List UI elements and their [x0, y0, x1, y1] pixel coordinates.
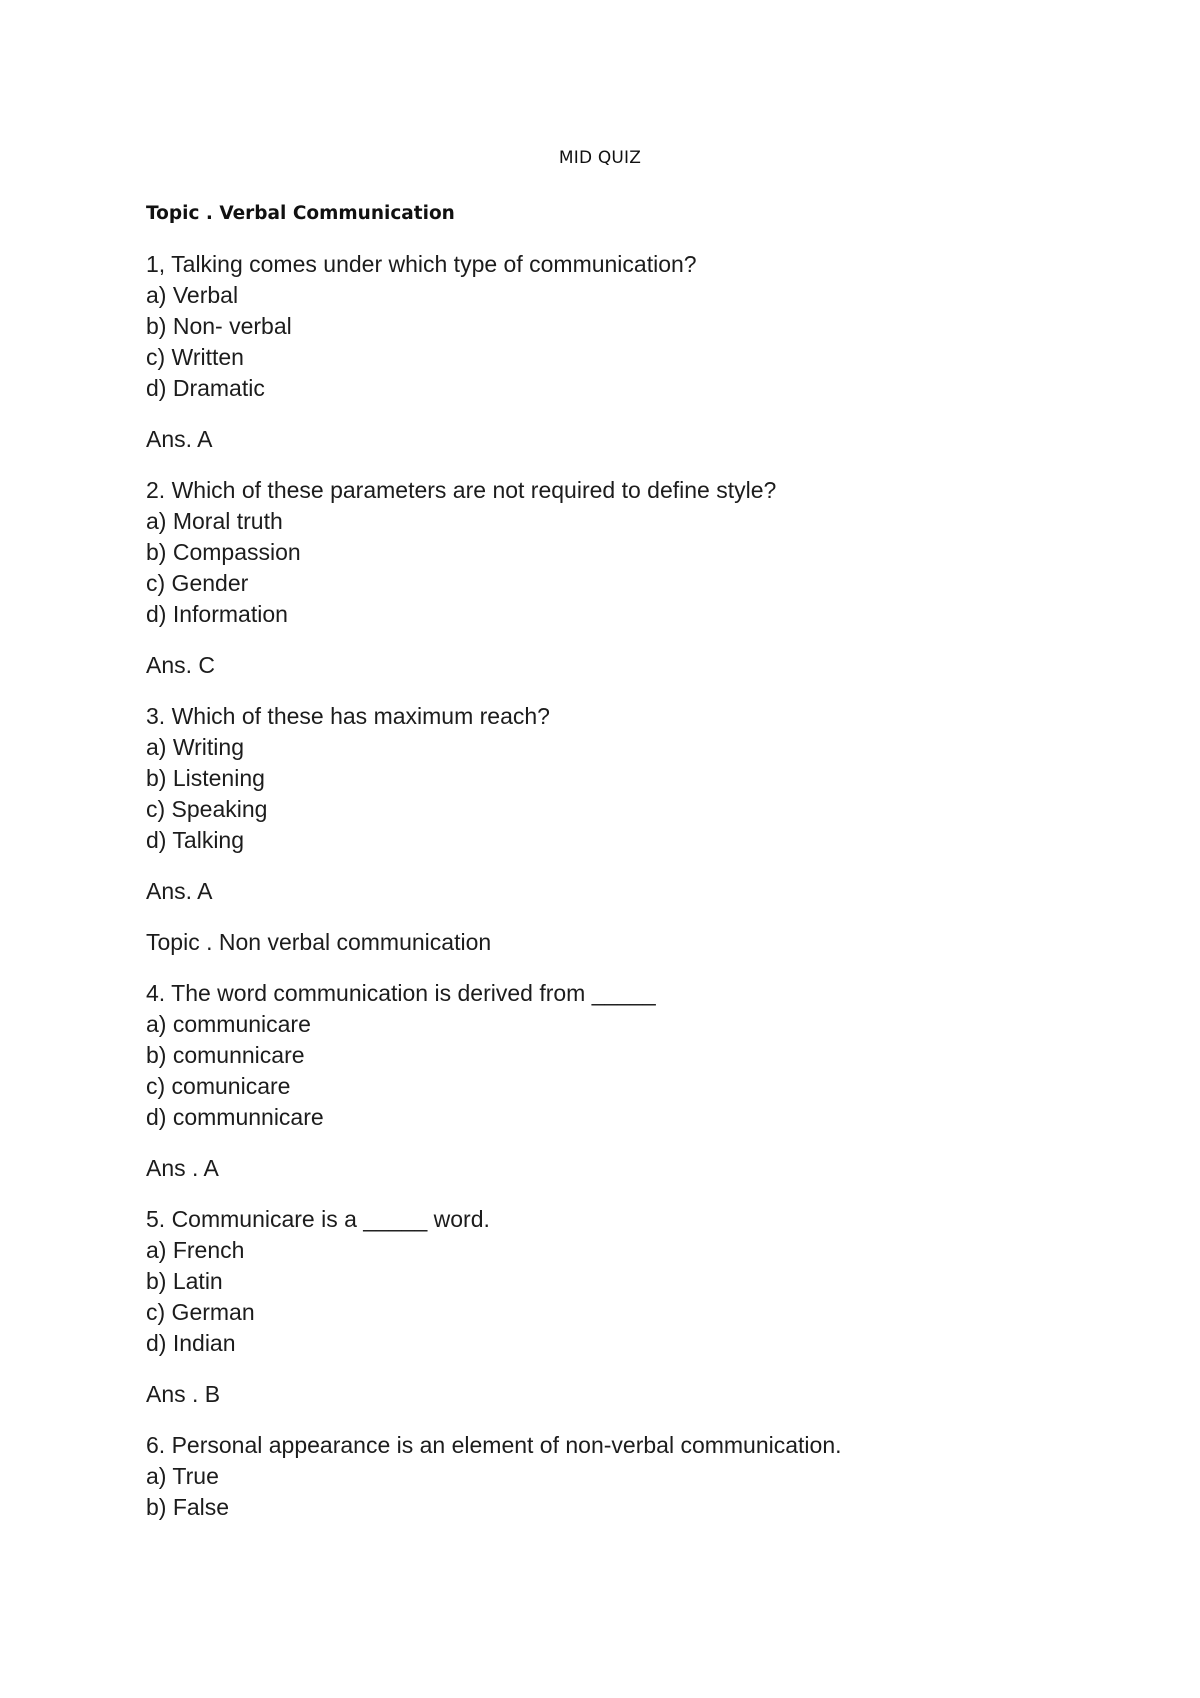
page-title: MID QUIZ [558, 148, 642, 168]
option-item: a) True [146, 1463, 219, 1489]
question-block-1 [146, 249, 1146, 455]
option-item: d) Indian [146, 1330, 236, 1356]
option-item: a) communicare [146, 1011, 311, 1037]
option-list [146, 1009, 1146, 1133]
option-item: d) Talking [146, 827, 245, 853]
option-item: c) Gender [146, 570, 249, 596]
option-item: b) Listening [146, 765, 265, 791]
option-item: b) False [146, 1494, 230, 1520]
quiz-content [146, 198, 1146, 1523]
option-item: c) Speaking [146, 796, 268, 822]
question-block-3 [146, 701, 1146, 907]
question-text: 1, Talking comes under which type of communication? [146, 251, 697, 277]
option-item: d) Dramatic [146, 375, 265, 401]
option-item: c) comunicare [146, 1073, 291, 1099]
option-item: b) Latin [146, 1268, 223, 1294]
answer-text: Ans. A [146, 878, 213, 904]
topic-heading-verbal: Topic . Verbal Communication [146, 203, 455, 224]
topic-heading-nonverbal: Topic . Non verbal communication [146, 929, 492, 955]
option-list [146, 1235, 1146, 1359]
question-block-4 [146, 978, 1146, 1184]
option-item: a) French [146, 1237, 245, 1263]
question-text: 3. Which of these has maximum reach? [146, 703, 550, 729]
question-block-6 [146, 1430, 1146, 1523]
option-list [146, 732, 1146, 856]
question-text: 2. Which of these parameters are not required to define style? [146, 477, 777, 503]
option-item: a) Verbal [146, 282, 239, 308]
option-list [146, 280, 1146, 404]
option-list [146, 506, 1146, 630]
question-block-5 [146, 1204, 1146, 1410]
answer-text: Ans . A [146, 1155, 219, 1181]
option-item: d) Information [146, 601, 288, 627]
option-item: a) Moral truth [146, 508, 283, 534]
option-item: b) Non- verbal [146, 313, 292, 339]
option-item: b) Compassion [146, 539, 301, 565]
question-text: 4. The word communication is derived from _____ [146, 980, 656, 1006]
question-block-2 [146, 475, 1146, 681]
answer-text: Ans. A [146, 426, 213, 452]
option-item: c) Written [146, 344, 244, 370]
option-list [146, 1461, 1146, 1523]
question-text: 5. Communicare is a _____ word. [146, 1206, 490, 1232]
question-text: 6. Personal appearance is an element of non-verbal communication. [146, 1432, 842, 1458]
answer-text: Ans . B [146, 1381, 221, 1407]
answer-text: Ans. C [146, 652, 216, 678]
option-item: a) Writing [146, 734, 244, 760]
option-item: c) German [146, 1299, 255, 1325]
option-item: b) comunnicare [146, 1042, 305, 1068]
option-item: d) communnicare [146, 1104, 324, 1130]
